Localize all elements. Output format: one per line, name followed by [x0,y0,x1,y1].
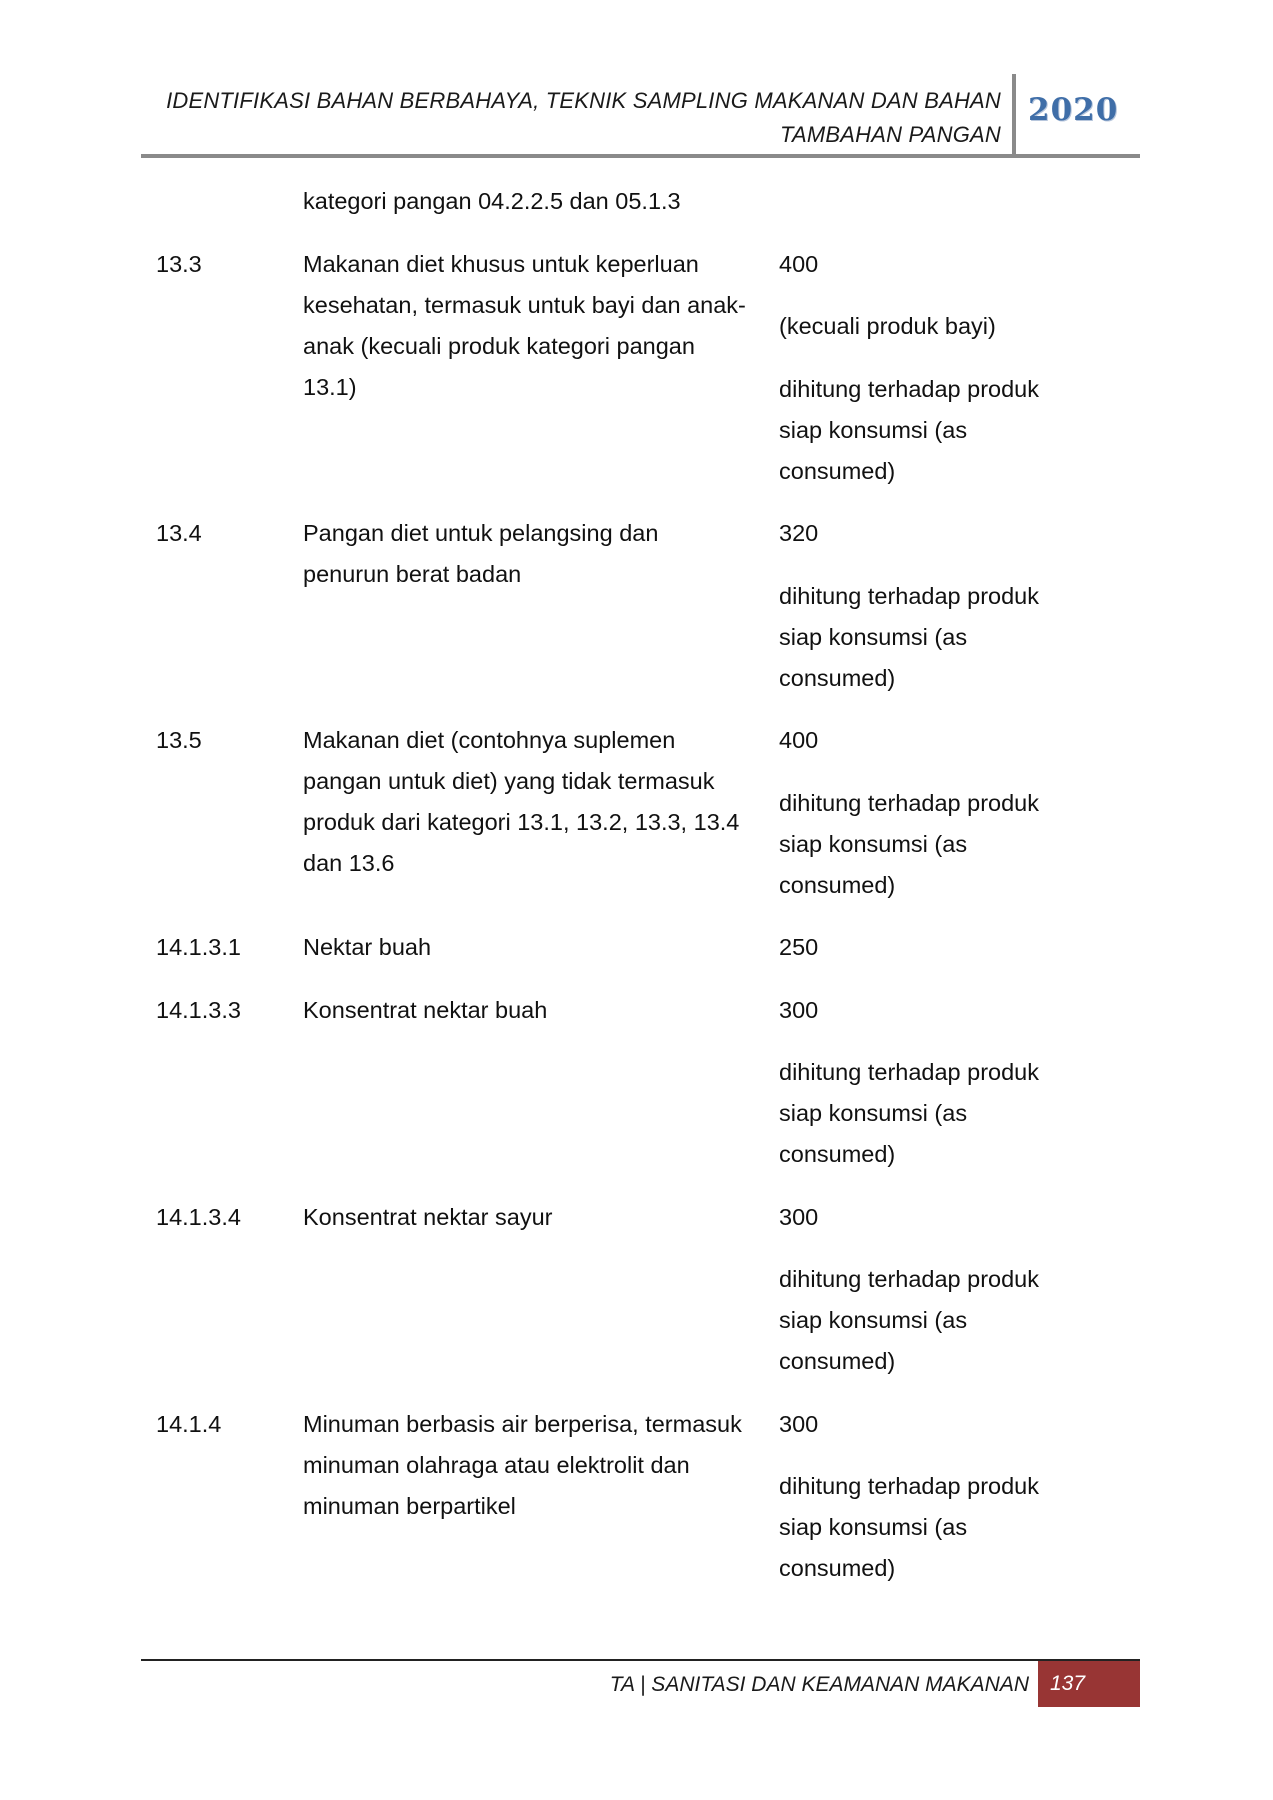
row-code: 13.3 [156,250,202,277]
header-title-line1: IDENTIFIKASI BAHAN BERBAHAYA, TEKNIK SAMPLING MAKANAN DAN BAHAN [166,88,1001,113]
page-header [141,74,1140,160]
row-value: 320 [779,520,819,546]
row-code: 13.5 [156,727,202,753]
row-desc-line: minuman berpartikel [303,1492,516,1519]
row-note-line: consumed) [779,664,896,691]
row-desc-line: kategori pangan 04.2.2.5 dan 05.1.3 [303,188,681,214]
row-note-line: consumed) [779,457,896,484]
row-desc-line: minuman olahraga atau elektrolit dan [303,1451,690,1478]
row-value: 300 [779,1410,819,1437]
row-code: 14.1.3.1 [156,934,241,960]
row-note-line: siap konsumsi (as [779,830,968,857]
header-divider-vertical [1012,74,1016,154]
row-desc-line: Nektar buah [303,934,432,960]
row-desc-line: dan 13.6 [303,850,395,876]
row-desc-line: Konsentrat nektar sayur [303,1203,553,1230]
row-desc-line: produk dari kategori 13.1, 13.2, 13.3, 13.4 [303,809,740,835]
row-desc-line: 13.1) [303,373,357,400]
row-value: 250 [779,934,819,960]
page-number: 137 [1038,1661,1140,1707]
row-note-line: dihitung terhadap produk [779,1266,1040,1292]
row-desc-line: pangan untuk diet) yang tidak termasuk [303,768,715,794]
row-note-line: siap konsumsi (as [779,1100,968,1126]
row-note-line: dihitung terhadap produk [779,582,1040,609]
row-note-line: dihitung terhadap produk [779,789,1040,816]
row-code: 13.4 [156,520,202,546]
row-value: 400 [779,250,819,277]
row-note-line: consumed) [779,871,896,898]
row-note-line: dihitung terhadap produk [779,1473,1040,1499]
row-note-line: consumed) [779,1348,896,1374]
header-year: 2020 [1028,92,1119,128]
row-note-line: siap konsumsi (as [779,1307,968,1333]
row-value: 400 [779,727,819,753]
row-desc-line: kesehatan, termasuk untuk bayi dan anak- [303,291,746,318]
row-note-line: dihitung terhadap produk [779,375,1040,402]
row-note-line: dihitung terhadap produk [779,1059,1040,1085]
row-desc-line: Makanan diet khusus untuk keperluan [303,250,699,277]
header-divider-horizontal [141,154,1140,158]
row-code: 14.1.3.4 [156,1203,241,1230]
row-desc-line: penurun berat badan [303,561,522,587]
header-title-line2: TAMBAHAN PANGAN [780,122,1001,147]
row-desc-line: anak (kecuali produk kategori pangan [303,332,695,359]
row-note-line: siap konsumsi (as [779,1514,968,1540]
footer-text: TA | SANITASI DAN KEAMANAN MAKANAN [609,1673,1029,1696]
row-desc-line: Pangan diet untuk pelangsing dan [303,520,659,546]
row-desc-line: Minuman berbasis air berperisa, termasuk [303,1410,742,1437]
row-note-line: siap konsumsi (as [779,416,968,443]
row-note-line: consumed) [779,1555,896,1581]
row-code: 14.1.4 [156,1410,222,1437]
header-title [166,84,1001,152]
row-note-line: consumed) [779,1141,896,1167]
row-value-note: (kecuali produk bayi) [779,313,996,339]
footer-divider [141,1659,1140,1661]
row-note-line: siap konsumsi (as [779,623,968,650]
row-value: 300 [779,996,819,1023]
row-desc-line: Konsentrat nektar buah [303,996,548,1023]
row-code: 14.1.3.3 [156,996,241,1023]
row-desc-line: Makanan diet (contohnya suplemen [303,727,676,753]
row-value: 300 [779,1203,819,1230]
